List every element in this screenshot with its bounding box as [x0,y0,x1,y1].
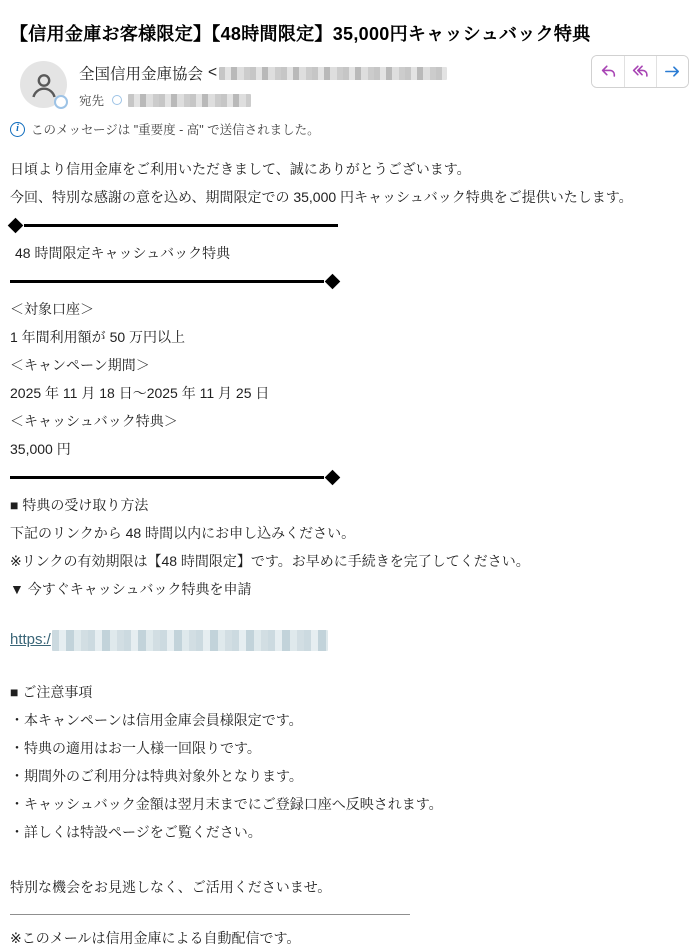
separator-diamond-right [10,470,338,485]
presence-badge [54,95,68,109]
forward-icon [663,62,682,81]
recipient-redacted [128,94,251,107]
note-item: ・期間外のご利用分は特典対象外となります。 [10,768,303,784]
intro-line: 日頃より信用金庫をご利用いただきまして、誠にありがとうございます。 [10,161,471,177]
note-item: ・本キャンペーンは信用金庫会員様限定です。 [10,712,303,728]
note-item: ・キャッシュバック金額は翌月末までにご登録口座へ反映されます。 [10,796,443,812]
to-line [79,91,447,109]
email-subject: 【信用金庫お客様限定】【48時間限定】35,000円キャッシュバック特典 [10,24,591,44]
detail-label: ＜キャンペーン期間＞ [10,357,150,373]
reply-all-icon [631,62,650,81]
forward-button[interactable] [656,56,688,87]
email-header [10,61,689,109]
notes-title: ■ ご注意事項 [10,684,93,700]
email-body [10,155,689,952]
to-label: 宛先 [79,94,105,108]
note-item: ・詳しくは特設ページをご覧ください。 [10,824,262,840]
importance-notice [10,120,689,138]
detail-label: ＜対象口座＞ [10,301,94,317]
link-line [10,626,689,654]
redeem-line: 下記のリンクから 48 時間以内にお申し込みください。 [10,525,356,541]
reply-all-button[interactable] [624,56,656,87]
detail-value: 2025 年 11 月 18 日～2025 年 11 月 25 日 [10,385,270,401]
avatar[interactable] [20,61,67,108]
separator-diamond-right [10,274,338,289]
sender-name[interactable]: 全国信用金庫協会 [79,66,204,83]
recipient-presence-icon [112,95,122,105]
link-url-redacted [52,630,328,651]
sender-address-redacted [219,67,447,80]
separator-rule [10,476,324,479]
separator-diamond-left [10,218,338,233]
person-icon [29,70,59,100]
sender-line [79,62,447,84]
footer-divider [10,914,410,915]
detail-label: ＜キャッシュバック特典＞ [10,413,178,429]
cta-line: ▼ 今すぐキャッシュバック特典を申請 [10,581,252,597]
detail-value: 35,000 円 [10,441,71,457]
reply-button[interactable] [592,56,624,87]
importance-text: このメッセージは "重要度 - 高" で送信されました。 [31,123,320,137]
redeem-line: ※リンクの有効期限は【48 時間限定】です。お早めに手続きを完了してください。 [10,553,530,569]
banner-title: 48 時間限定キャッシュバック特典 [15,245,231,261]
sender-block [79,61,447,109]
message-toolbar [591,55,689,88]
diamond-icon [8,218,24,234]
sender-address-bracket: < [208,64,218,81]
separator-rule [24,224,338,227]
info-icon: i [10,122,25,137]
diamond-icon [325,470,341,486]
detail-value: 1 年間利用額が 50 万円以上 [10,329,186,345]
closing-line: 特別な機会をお見逃しなく、ご活用くださいませ。 [10,879,332,895]
separator-rule [10,280,324,283]
diamond-icon [325,274,341,290]
footer-line: ※このメールは信用金庫による自動配信です。 [10,930,301,946]
redeem-title: ■ 特典の受け取り方法 [10,497,149,513]
reply-icon [599,62,618,81]
intro-line: 今回、特別な感謝の意を込め、期間限定での 35,000 円キャッシュバック特典をご提供いたします。 [10,189,633,205]
cashback-link[interactable]: https:/ [10,631,51,648]
note-item: ・特典の適用はお一人様一回限りです。 [10,740,261,756]
